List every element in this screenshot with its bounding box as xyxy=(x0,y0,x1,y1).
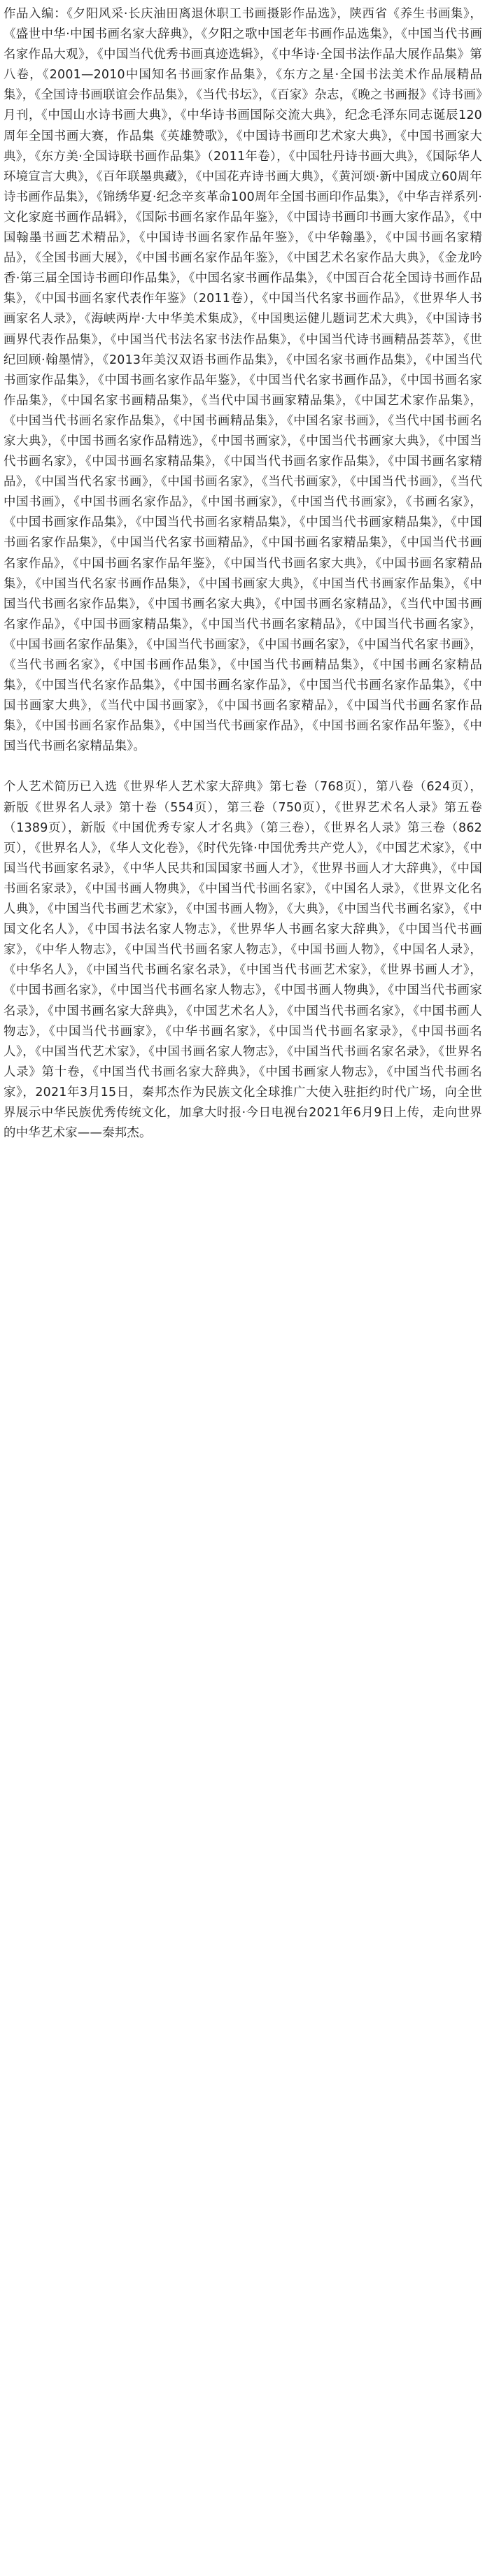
biography-listing-paragraph: 个人艺术简历已入选《世界华人艺术家大辞典》第七卷（768页），第八卷（624页），新版《世界名人录》第十卷（554页），第三卷（750页），《世界艺术名人录》第五卷（1389页），新版《中国优秀专家人才名典》（第三卷），《世界名人录》第三卷（862页），《世界名人》，《华人文化卷》，《时代先锋·中国优秀共产党人》，《中国艺术家》，《中国当代书画家名录》，《中华人民共和国国家书画人才》，《世界书画人才大辞典》，《中国书画名家录》，《中国书画人物典》，《中国当代书画名家》，《中国名人录》，《世界文化名人典》，《中国当代书画艺术家》，《中国书画人物》，《大典》，《中国当代书画名家》，《中国文化名人》，《中国书法名家人物志》，《世界华人书画名家大辞典》，《中国当代书画家》，《中华人物志》，《中国当代书画名家人物志》，《中国书画人物》，《中国名人录》，《中华名人》，《中国当代书画名家名录》，《中国当代书画艺术家》，《世界书画人才》，《中国书画名家》，《中国当代书画名家人物志》，《中国书画人物典》，《中国当代书画家名录》，《中国书画名家大辞典》，《中国艺术名人》，《中国当代书画名家》，《中国书画人物志》，《中国当代书画家》，《中华书画名家》，《中国当代书画名家录》，《中国书画名人》，《中国当代艺术家》，《中国书画名家人物志》，《中国当代书画名家名录》，《世界名人录》第十卷，《中国当代书画名家大辞典》，《中国书画家人物志》，《中国当代书画名家》，2021年3月15日，秦邦杰作为民族文化全球推广大使入驻拒约时代广场，向全世界展示中华民族优秀传统文化，加拿大时报·今日电视台2021年6月9日上传，走向世界的中华艺术家——秦邦杰。 xyxy=(3,780,482,1141)
publication-list-paragraph: 作品入编：《夕阳风采·长庆油田离退休职工书画摄影作品选》，陕西省《养生书画集》，《盛世中华·中国书画名家大辞典》，《夕阳之歌中国老年书画作品选集》，《中国当代书画名家作品大观》，《中国当代优秀书画真迹选辑》，《中华诗·全国书法作品大展作品集》第八卷，《2001—2010中国知名书画家作品集》，《东方之星·全国书法美术作品展精品集》，《全国诗书画联谊会作品集》，《当代书坛》，《百家》杂志，《晚之书画报》《诗书画》月刊，《中国山水诗书画大典》，《中华诗书画国际交流大典》，纪念毛泽东同志诞辰120周年全国书画大赛，作品集《英雄赞歌》，《中国诗书画印艺术家大典》，《中国书画家大典》，《东方美·全国诗联书画作品集》（2011年卷），《中国牡丹诗书画大典》，《国际华人环境宣言大典》，《百年联墨典藏》，《中国花卉诗书画大典》，《黄河颂·新中国成立60周年诗书画作品集》，《锦绣华夏·纪念辛亥革命100周年全国书画印作品集》，《中华吉祥系列·文化家庭书画作品辑》，《国际书画名家作品年鉴》，《中国诗书画印书画大家作品》，《中国翰墨书画艺术精品》，《中国诗书画名家作品年鉴》，《中华翰墨》，《中国书画名家精品》，《全国书画大展》，《中国书画名家作品年鉴》，《中国艺术名家作品大典》，《金龙吟香·第三届全国诗书画印作品集》，《中国名家书画作品集》，《中国百合花全国诗书画作品集》，《中国书画名家代表作年鉴》（2011卷），《中国当代名家书画作品》，《世界华人书画家名人录》，《海峡两岸·大中华美术集成》，《中国奥运健儿题词艺术大典》，《中国诗书画界代表作品集》，《中国当代书法名家书法作品集》，《中国当代诗书画精品荟萃》，《世纪回顾·翰墨情》，《2013年美汉双语书画作品集》，《中国名家书画作品集》，《中国当代书画家作品集》，《中国书画名家作品年鉴》，《中国当代名家书画作品》，《中国书画名家作品集》，《中国名家书画精品集》，《当代中国书画家精品集》，《中国艺术家作品集》，《中国当代书画名家作品集》，《中国书画精品集》，《中国名家书画》，《当代中国书画名家大典》，《中国书画名家作品精选》，《中国书画家》，《中国当代书画家大典》，《中国当代书画名家》，《中国书画名家精品集》，《中国当代书画名家作品集》，《中国书画名家精品》，《中国当代名家书画》，《中国书画名家》，《当代书画家》，《中国当代书画》，《当代中国书画》，《中国书画名家作品》，《中国书画家》，《中国当代书画家》，《书画名家》，《中国书画家作品集》，《中国当代书画名家精品集》，《中国当代书画家精品集》，《中国书画名家作品集》，《中国当代名家书画精品》，《中国书画名家精品集》，《中国当代书画名家作品》，《中国书画名家作品年鉴》，《中国当代书画名家大典》，《中国书画名家精品集》，《中国当代名家书画作品集》，《中国书画家大典》，《中国当代书画家作品集》，《中国当代书画名家作品集》，《中国书画名家大典》，《中国书画名家精品》，《当代中国书画名家作品》，《中国书画家精品集》，《中国当代书画名家精品》，《中国当代书画名家》，《中国书画名家作品集》，《中国当代书画家》，《中国书画名家》，《中国当代名家书画》，《当代书画名家》，《中国书画作品集》，《中国当代书画精品集》，《中国书画名家精品集》，《中国当代名家作品集》，《中国书画名家作品》，《中国当代书画名家作品集》，《中国书画家大典》，《当代中国书画家》，《中国书画名家精品》，《中国当代书画名家作品集》，《中国书画名家作品集》，《中国当代书画家作品》，《中国书画名家作品年鉴》，《中国当代书画名家精品集》。 xyxy=(3,7,482,754)
